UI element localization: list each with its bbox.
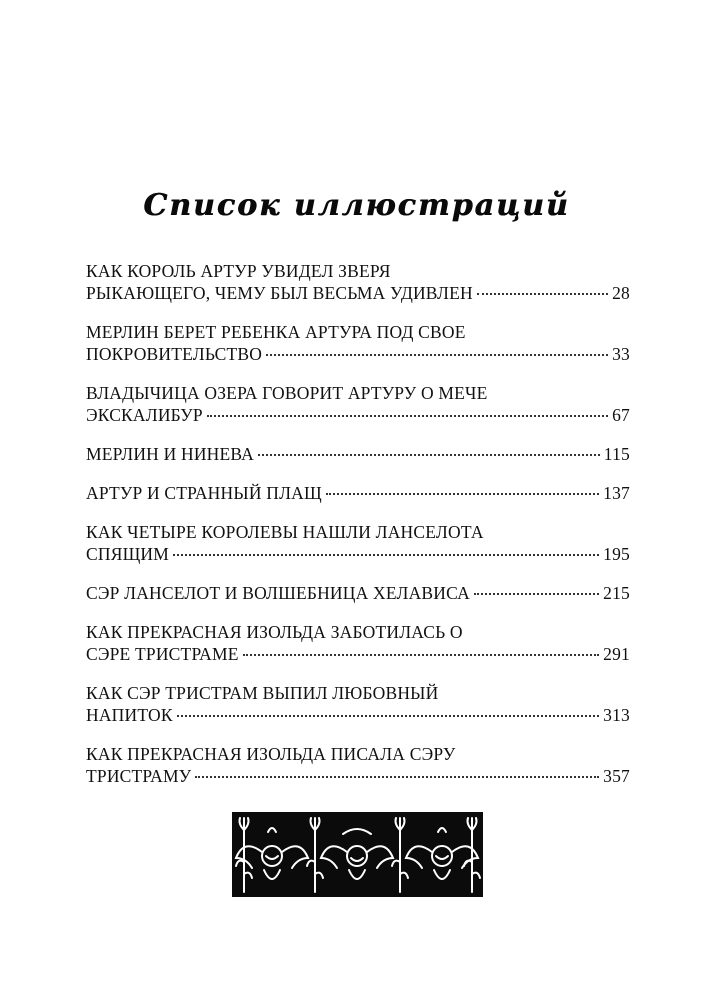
list-item: [86, 321, 630, 365]
list-item: [86, 260, 630, 304]
entry-last-line: [86, 643, 630, 665]
page-number: 137: [603, 483, 630, 503]
entry-last-line: [86, 704, 630, 726]
page-number: 28: [612, 283, 630, 303]
entry-title-end: СЭРЕ ТРИСТРАМЕ: [86, 644, 239, 664]
list-item: [86, 582, 630, 604]
list-item: [86, 743, 630, 787]
dot-leader: [173, 554, 599, 556]
entry-last-line: [86, 582, 630, 604]
entry-title-end: МЕРЛИН И НИНЕВА: [86, 444, 255, 464]
list-item: [86, 482, 630, 504]
page-number: 357: [603, 766, 630, 786]
page-number: 115: [603, 444, 630, 464]
entry-title-end: НАПИТОК: [86, 705, 173, 725]
entry-title-end: СЭР ЛАНСЕЛОТ И ВОЛШЕБНИЦА ХЕЛАВИСА: [86, 583, 470, 603]
entry-last-line: [86, 543, 630, 565]
page-title: Список иллюстраций: [143, 188, 570, 223]
page-number: 33: [612, 344, 630, 364]
list-item: [86, 382, 630, 426]
entry-title-line: КАК ПРЕКРАСНАЯ ИЗОЛЬДА ПИСАЛА СЭРУ: [86, 744, 456, 764]
entry-title-end: АРТУР И СТРАННЫЙ ПЛАЩ: [86, 483, 322, 503]
entry-title-line: КАК ПРЕКРАСНАЯ ИЗОЛЬДА ЗАБОТИЛАСЬ О: [86, 622, 463, 642]
list-item: [86, 621, 630, 665]
entry-title-end: ЭКСКАЛИБУР: [86, 405, 203, 425]
entry-title-end: РЫКАЮЩЕГО, ЧЕМУ БЫЛ ВЕСЬМА УДИВЛЕН: [86, 283, 473, 303]
dot-leader: [243, 654, 600, 656]
dot-leader: [195, 776, 599, 778]
entry-last-line: [86, 343, 630, 365]
entry-title-end: ТРИСТРАМУ: [86, 766, 192, 786]
entry-title-end: СПЯЩИМ: [86, 544, 170, 564]
dot-leader: [266, 354, 608, 356]
dot-leader: [326, 493, 599, 495]
entry-title-end: ПОКРОВИТЕЛЬСТВО: [86, 344, 263, 364]
page-number: 215: [603, 583, 630, 603]
list-item: [86, 443, 630, 465]
entry-title-line: КАК КОРОЛЬ АРТУР УВИДЕЛ ЗВЕРЯ: [86, 261, 391, 281]
page-number: 195: [603, 544, 630, 564]
dot-leader: [177, 715, 599, 717]
entry-last-line: [86, 482, 630, 504]
page-number: 291: [603, 644, 630, 664]
dot-leader: [207, 415, 608, 417]
list-item: [86, 521, 630, 565]
illustrations-list: [86, 260, 630, 804]
dot-leader: [474, 593, 599, 595]
entry-last-line: [86, 443, 630, 465]
dot-leader: [477, 293, 608, 295]
entry-title-line: ВЛАДЫЧИЦА ОЗЕРА ГОВОРИТ АРТУРУ О МЕЧЕ: [86, 383, 488, 403]
page-number: 67: [612, 405, 630, 425]
dot-leader: [258, 454, 600, 456]
entry-title-line: КАК СЭР ТРИСТРАМ ВЫПИЛ ЛЮБОВНЫЙ: [86, 683, 439, 703]
entry-last-line: [86, 282, 630, 304]
entry-title-line: КАК ЧЕТЫРЕ КОРОЛЕВЫ НАШЛИ ЛАНСЕЛОТА: [86, 522, 484, 542]
list-item: [86, 682, 630, 726]
entry-last-line: [86, 404, 630, 426]
angels-and-lilies-ornament-icon: [232, 812, 483, 897]
page-number: 313: [603, 705, 630, 725]
entry-title-line: МЕРЛИН БЕРЕТ РЕБЕНКА АРТУРА ПОД СВОЕ: [86, 322, 466, 342]
entry-last-line: [86, 765, 630, 787]
